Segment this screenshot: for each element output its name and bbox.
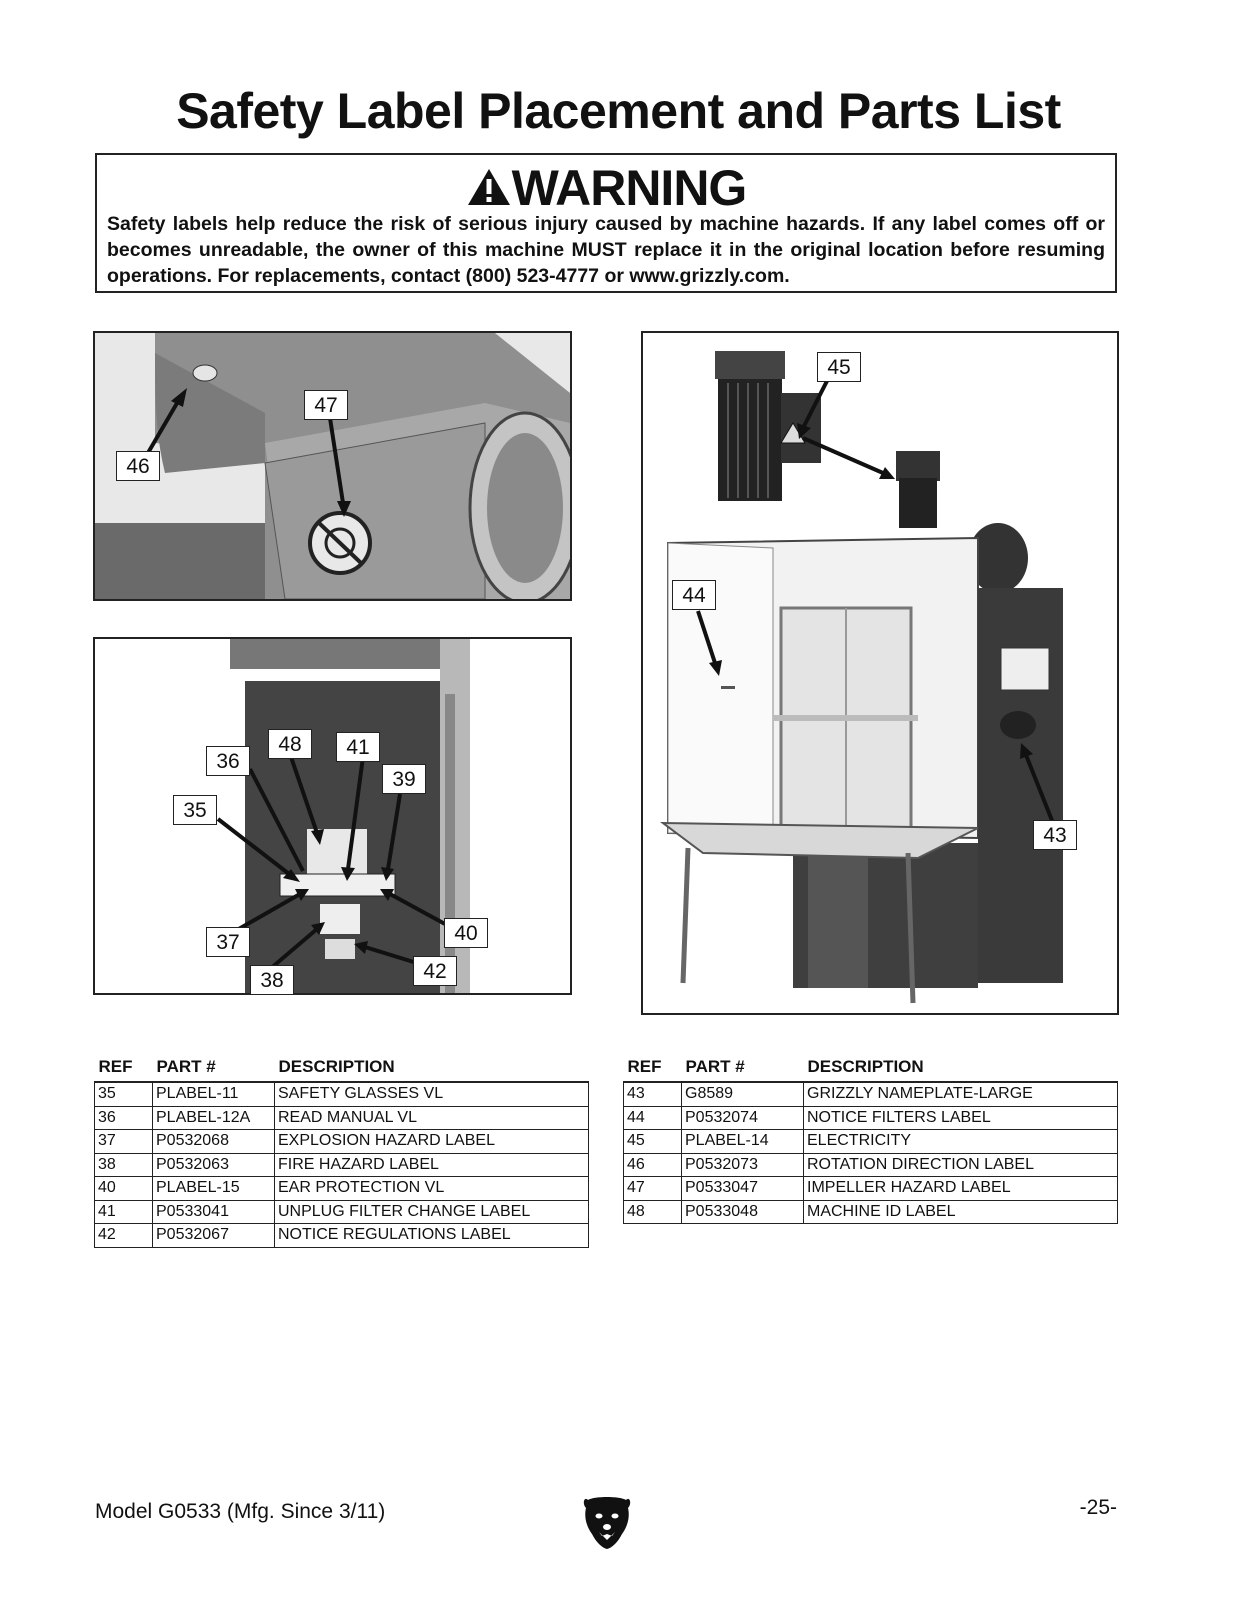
callout-45: 45 bbox=[817, 352, 861, 382]
header-ref: REF bbox=[627, 1057, 662, 1076]
callout-42: 42 bbox=[413, 956, 457, 986]
part-cell: PLABEL-15 bbox=[153, 1177, 275, 1201]
table-row bbox=[95, 1177, 589, 1201]
callout-36: 36 bbox=[206, 746, 250, 776]
ref-cell: 38 bbox=[95, 1153, 153, 1177]
ref-cell: 36 bbox=[95, 1106, 153, 1130]
description-cell: EXPLOSION HAZARD LABEL bbox=[275, 1130, 589, 1154]
header-description: DESCRIPTION bbox=[807, 1057, 924, 1076]
part-cell: P0532068 bbox=[153, 1130, 275, 1154]
description-cell: SAFETY GLASSES VL bbox=[275, 1082, 589, 1106]
table-row bbox=[624, 1153, 1118, 1177]
page-title: Safety Label Placement and Parts List bbox=[176, 83, 1061, 139]
footer-page-number: -25- bbox=[1079, 1496, 1117, 1519]
part-cell: P0533041 bbox=[153, 1200, 275, 1224]
part-cell: P0532074 bbox=[682, 1106, 804, 1130]
part-cell: P0532067 bbox=[153, 1224, 275, 1248]
ref-cell: 48 bbox=[624, 1200, 682, 1224]
header-part: PART # bbox=[156, 1057, 216, 1076]
warning-heading: WARNING bbox=[511, 160, 747, 216]
part-cell: P0532073 bbox=[682, 1153, 804, 1177]
callout-47: 47 bbox=[304, 390, 348, 420]
figure-full-machine bbox=[641, 331, 1119, 1015]
callout-46: 46 bbox=[116, 451, 160, 481]
figure-impeller-housing bbox=[93, 331, 572, 601]
ref-cell: 44 bbox=[624, 1106, 682, 1130]
ref-cell: 41 bbox=[95, 1200, 153, 1224]
table-row bbox=[95, 1106, 589, 1130]
parts-table-left bbox=[94, 1057, 589, 1248]
callout-44: 44 bbox=[672, 580, 716, 610]
warning-heading-row bbox=[97, 159, 1115, 217]
description-cell: NOTICE REGULATIONS LABEL bbox=[275, 1224, 589, 1248]
description-cell: NOTICE FILTERS LABEL bbox=[804, 1106, 1118, 1130]
description-cell: GRIZZLY NAMEPLATE-LARGE bbox=[804, 1082, 1118, 1106]
table-row bbox=[95, 1082, 589, 1106]
warning-triangle-icon bbox=[466, 167, 512, 207]
callout-40: 40 bbox=[444, 918, 488, 948]
ref-cell: 37 bbox=[95, 1130, 153, 1154]
table-row bbox=[624, 1130, 1118, 1154]
table-row bbox=[624, 1177, 1118, 1201]
callout-38: 38 bbox=[250, 965, 294, 995]
ref-cell: 45 bbox=[624, 1130, 682, 1154]
part-cell: P0532063 bbox=[153, 1153, 275, 1177]
ref-cell: 42 bbox=[95, 1224, 153, 1248]
description-cell: MACHINE ID LABEL bbox=[804, 1200, 1118, 1224]
parts-table-right bbox=[623, 1057, 1118, 1224]
part-cell: PLABEL-12A bbox=[153, 1106, 275, 1130]
header-ref: REF bbox=[98, 1057, 133, 1076]
grizzly-bear-logo-icon bbox=[582, 1494, 632, 1555]
callout-48: 48 bbox=[268, 729, 312, 759]
warning-text: Safety labels help reduce the risk of serious injury caused by machine hazards. If any label comes off or becomes unreadable, the owner of this machine MUST replace it in the original location before resuming operations. For replacements, contact (800) 523-4777 or www.grizzly.com. bbox=[107, 213, 1105, 287]
ref-cell: 47 bbox=[624, 1177, 682, 1201]
description-cell: READ MANUAL VL bbox=[275, 1106, 589, 1130]
callout-37: 37 bbox=[206, 927, 250, 957]
part-cell: PLABEL-11 bbox=[153, 1082, 275, 1106]
ref-cell: 35 bbox=[95, 1082, 153, 1106]
callout-41: 41 bbox=[336, 732, 380, 762]
description-cell: UNPLUG FILTER CHANGE LABEL bbox=[275, 1200, 589, 1224]
callout-43: 43 bbox=[1033, 820, 1077, 850]
part-cell: PLABEL-14 bbox=[682, 1130, 804, 1154]
table-row bbox=[624, 1082, 1118, 1106]
header-description: DESCRIPTION bbox=[278, 1057, 395, 1076]
table-row bbox=[624, 1200, 1118, 1224]
ref-cell: 43 bbox=[624, 1082, 682, 1106]
description-cell: FIRE HAZARD LABEL bbox=[275, 1153, 589, 1177]
footer-model: Model G0533 (Mfg. Since 3/11) bbox=[95, 1500, 386, 1523]
part-cell: P0533048 bbox=[682, 1200, 804, 1224]
figure-cabinet-labels bbox=[93, 637, 572, 995]
part-cell: G8589 bbox=[682, 1082, 804, 1106]
part-cell: P0533047 bbox=[682, 1177, 804, 1201]
callout-35: 35 bbox=[173, 795, 217, 825]
table-row bbox=[95, 1153, 589, 1177]
table-row bbox=[95, 1200, 589, 1224]
callout-39: 39 bbox=[382, 764, 426, 794]
table-row bbox=[95, 1130, 589, 1154]
description-cell: ROTATION DIRECTION LABEL bbox=[804, 1153, 1118, 1177]
header-part: PART # bbox=[685, 1057, 745, 1076]
table-row bbox=[624, 1106, 1118, 1130]
description-cell: IMPELLER HAZARD LABEL bbox=[804, 1177, 1118, 1201]
description-cell: ELECTRICITY bbox=[804, 1130, 1118, 1154]
ref-cell: 46 bbox=[624, 1153, 682, 1177]
description-cell: EAR PROTECTION VL bbox=[275, 1177, 589, 1201]
warning-box bbox=[95, 153, 1117, 293]
ref-cell: 40 bbox=[95, 1177, 153, 1201]
table-row bbox=[95, 1224, 589, 1248]
